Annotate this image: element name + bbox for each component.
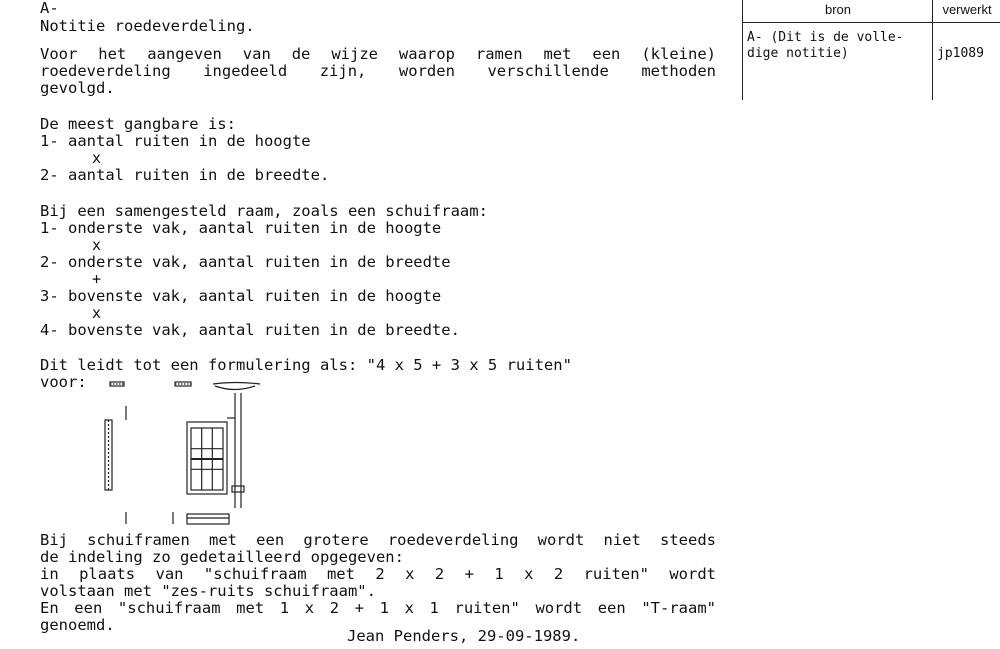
column-divider (932, 0, 933, 100)
closing-line-4: volstaan met "zes-ruits schuifraam". (40, 582, 376, 600)
bron-cell: A- (Dit is de volle- dige notitie) (747, 30, 904, 61)
common-item-1: 1- aantal ruiten in de hoogte (40, 132, 311, 150)
composite-operator-2: + (92, 270, 102, 288)
header-bron: bron (824, 2, 852, 17)
document-title: Notitie roedeverdeling. (40, 17, 255, 35)
common-item-2: 2- aantal ruiten in de breedte. (40, 166, 330, 184)
header-verwerkt: verwerkt (942, 2, 992, 17)
source-table (742, 0, 1000, 100)
formula-voor: voor: (40, 373, 87, 391)
sash-window-drawing (95, 378, 265, 528)
composite-operator-3: x (92, 304, 102, 322)
document-code: A- (40, 0, 59, 17)
formula-line: Dit leidt tot een formulering als: "4 x 5 + 3 x 5 ruiten" (40, 356, 572, 374)
common-heading: De meest gangbare is: (40, 115, 236, 133)
composite-item-3: 3- bovenste vak, aantal ruiten in de hoogte (40, 287, 442, 305)
composite-operator-1: x (92, 236, 102, 254)
intro-line-2: roedeverdeling ingedeeld zijn, worden verschillende methoden (40, 62, 716, 80)
composite-item-2: 2- onderste vak, aantal ruiten in de breedte (40, 253, 451, 271)
closing-line-3: in plaats van "schuifraam met 2 x 2 + 1 x 2 ruiten" wordt (40, 565, 716, 583)
composite-item-4: 4- bovenste vak, aantal ruiten in de breedte. (40, 321, 460, 339)
closing-line-5: En een "schuifraam met 1 x 2 + 1 x 1 ruiten" wordt een "T-raam" (40, 599, 716, 617)
closing-line-2: de indeling zo gedetailleerd opgegeven: (40, 548, 404, 566)
source-table-header (743, 0, 1000, 23)
verwerkt-cell: jp1089 (937, 46, 984, 61)
composite-heading: Bij een samengesteld raam, zoals een schuifraam: (40, 202, 488, 220)
closing-line-6: genoemd. (40, 616, 115, 634)
signature: Jean Penders, 29-09-1989. (347, 627, 581, 645)
composite-item-1: 1- onderste vak, aantal ruiten in de hoogte (40, 219, 442, 237)
common-operator-1: x (92, 149, 102, 167)
intro-line-3: gevolgd. (40, 79, 115, 97)
closing-line-1: Bij schuiframen met een grotere roedeverdeling wordt niet steeds (40, 531, 716, 549)
intro-line-1: Voor het aangeven van de wijze waarop ramen met een (kleine) (40, 45, 716, 63)
